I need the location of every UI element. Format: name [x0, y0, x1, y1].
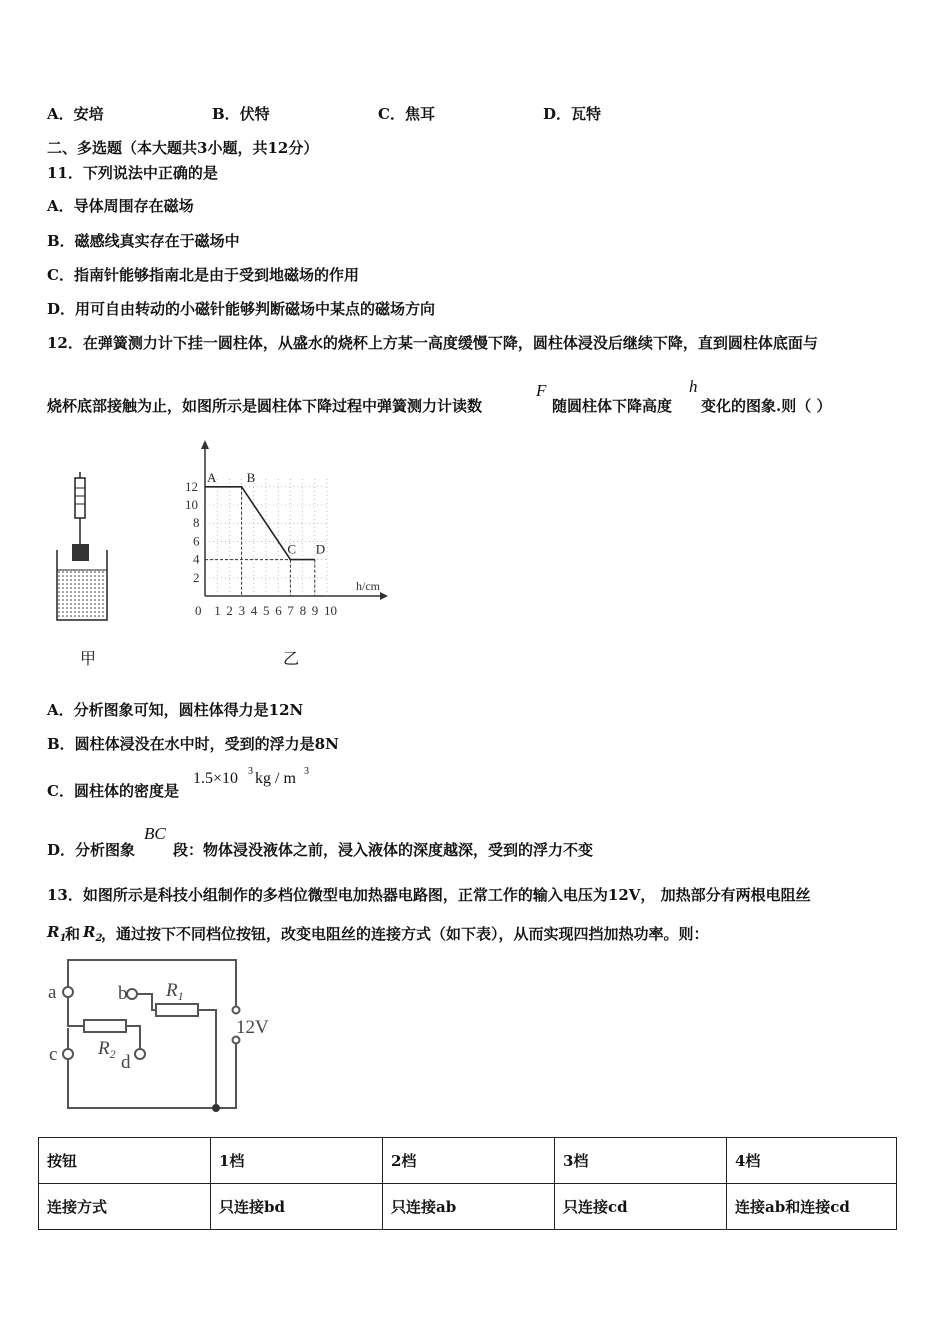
table-cell: 只连接bd: [211, 1184, 383, 1230]
q12-option-d: [0, 820, 950, 860]
x-axis-label: h/cm: [356, 579, 380, 593]
x-tick-label: 6: [275, 603, 282, 618]
circuit-r2-label: $R_2$: [98, 1038, 116, 1061]
y-axis-arrow: [201, 440, 209, 449]
q10-option-b: B．伏特: [212, 105, 270, 123]
r1-symbol: R: [47, 923, 60, 941]
q11-option-b: B．磁感线真实存在于磁场中: [47, 232, 240, 250]
x-tick-label: 8: [299, 603, 307, 618]
q11-stem: 11．下列说法中正确的是: [47, 164, 218, 182]
table-row: [39, 1184, 897, 1230]
table-cell: 连接方式: [39, 1184, 211, 1230]
x-tick-label: 1: [214, 603, 221, 618]
q12-option-b: B．圆柱体浸没在水中时，受到的浮力是8N: [47, 735, 339, 753]
and-text: 和: [65, 925, 81, 943]
q12-option-c-label: C．圆柱体的密度是: [47, 782, 179, 800]
r2-subscript: 2: [95, 933, 103, 944]
section-title: 二、多选题（本大题共3小题，共12分）: [47, 139, 319, 157]
q12-option-d-prefix: D．分析图象: [47, 841, 136, 859]
q12-stem-part-a: 烧杯底部接触为止，如图所示是圆柱体下降过程中弹簧测力计读数: [47, 397, 483, 415]
point-label: A: [207, 469, 217, 485]
x-tick-label: 5: [263, 603, 270, 618]
q13-stem-line2: [0, 922, 950, 946]
y-tick-label: 12: [185, 478, 198, 494]
y-tick-label: 6: [193, 533, 200, 549]
q12-var-h: h: [689, 377, 698, 396]
y-tick-label: 2: [193, 569, 200, 585]
terminal-a-label: a: [48, 982, 57, 1003]
q13-stem-rest: ，通过按下不同档位按钮，改变电阻丝的连接方式（如下表），从而实现四挡加热功率。则：: [101, 925, 709, 943]
terminal-d-label: d: [121, 1052, 131, 1073]
x-tick-label: 10: [324, 603, 337, 618]
q12-option-a: A．分析图象可知，圆柱体得力是12N: [47, 701, 304, 719]
q12-var-f: F: [536, 381, 547, 400]
x-tick-label: 9: [311, 603, 319, 618]
q11-option-c: C．指南针能够指南北是由于受到地磁场的作用: [47, 266, 359, 284]
q12-stem-line1: 12．在弹簧测力计下挂一圆柱体，从盛水的烧杯上方某一高度缓慢下降，圆柱体浸没后继续下降，直到圆柱体底面与: [47, 334, 818, 352]
table-cell: 1档: [211, 1138, 383, 1184]
q10-option-a: A．安培: [47, 105, 104, 123]
x-tick-label: 4: [250, 603, 258, 618]
force-height-chart: [180, 436, 395, 626]
point-label: B: [246, 469, 256, 485]
x-tick-label: 3: [238, 603, 246, 618]
q11-option-a: A．导体周围存在磁场: [47, 197, 194, 215]
density-exp: 3: [248, 766, 253, 777]
resistor-r2-label: [83, 923, 102, 944]
q12-stem-line2: [0, 377, 950, 420]
resistor-r1-label: [47, 923, 66, 944]
table-cell: 连接ab和连接cd: [727, 1184, 897, 1230]
table-cell: 只连接ab: [383, 1184, 555, 1230]
r2-symbol: R: [83, 923, 96, 941]
table-cell: 只连接cd: [555, 1184, 727, 1230]
figure-label-yi: 乙: [283, 649, 300, 668]
r1-subscript: 1: [59, 933, 67, 944]
table-cell: 4档: [727, 1138, 897, 1184]
q11-option-d: D．用可自由转动的小磁针能够判断磁场中某点的磁场方向: [47, 300, 436, 318]
circuit-r1-label: $R_1$: [166, 980, 184, 1003]
density-unit-exp: 3: [304, 766, 309, 777]
y-tick-label: 8: [193, 515, 200, 531]
table-cell: 按钮: [39, 1138, 211, 1184]
q12-option-d-rest: 段：物体浸没液体之前，浸入液体的深度越深，受到的浮力不变: [173, 841, 594, 859]
heater-circuit-diagram: [40, 950, 290, 1120]
density-value: 1.5×10: [193, 770, 239, 787]
q12-option-c: [0, 762, 950, 802]
point-label: D: [315, 541, 326, 557]
q13-stem-line1: 13．如图所示是科技小组制作的多档位微型电加热器电路图，正常工作的输入电压为12V， 加热部分有两根电阻丝: [47, 886, 811, 904]
terminal-c-label: c: [49, 1044, 58, 1065]
table-header-row: [39, 1138, 897, 1184]
point-label: C: [287, 541, 297, 557]
figure-label-jia: 甲: [80, 649, 97, 668]
table-cell: 3档: [555, 1138, 727, 1184]
y-tick-label: 4: [193, 551, 200, 567]
x-tick-label: 2: [226, 603, 233, 618]
x-tick-label: 7: [287, 603, 294, 618]
q12-stem-part-c: 变化的图象.则（ ）: [701, 397, 832, 415]
x-axis-arrow: [380, 592, 388, 600]
q10-option-c: C．焦耳: [378, 105, 435, 123]
spring-scale-beaker-figure: [45, 470, 125, 630]
table-cell: 2档: [383, 1138, 555, 1184]
terminal-b-label: b: [118, 983, 128, 1004]
y-tick-label: 10: [185, 497, 198, 512]
x-tick-label: 0: [195, 603, 202, 618]
voltage-label: 12V: [236, 1017, 269, 1038]
segment-bc-var: BC: [144, 824, 166, 843]
button-connection-table: [38, 1137, 897, 1230]
q12-stem-part-b: 随圆柱体下降高度: [552, 397, 673, 415]
q10-option-d: D．瓦特: [543, 105, 602, 123]
density-unit: kg / m: [255, 770, 296, 787]
